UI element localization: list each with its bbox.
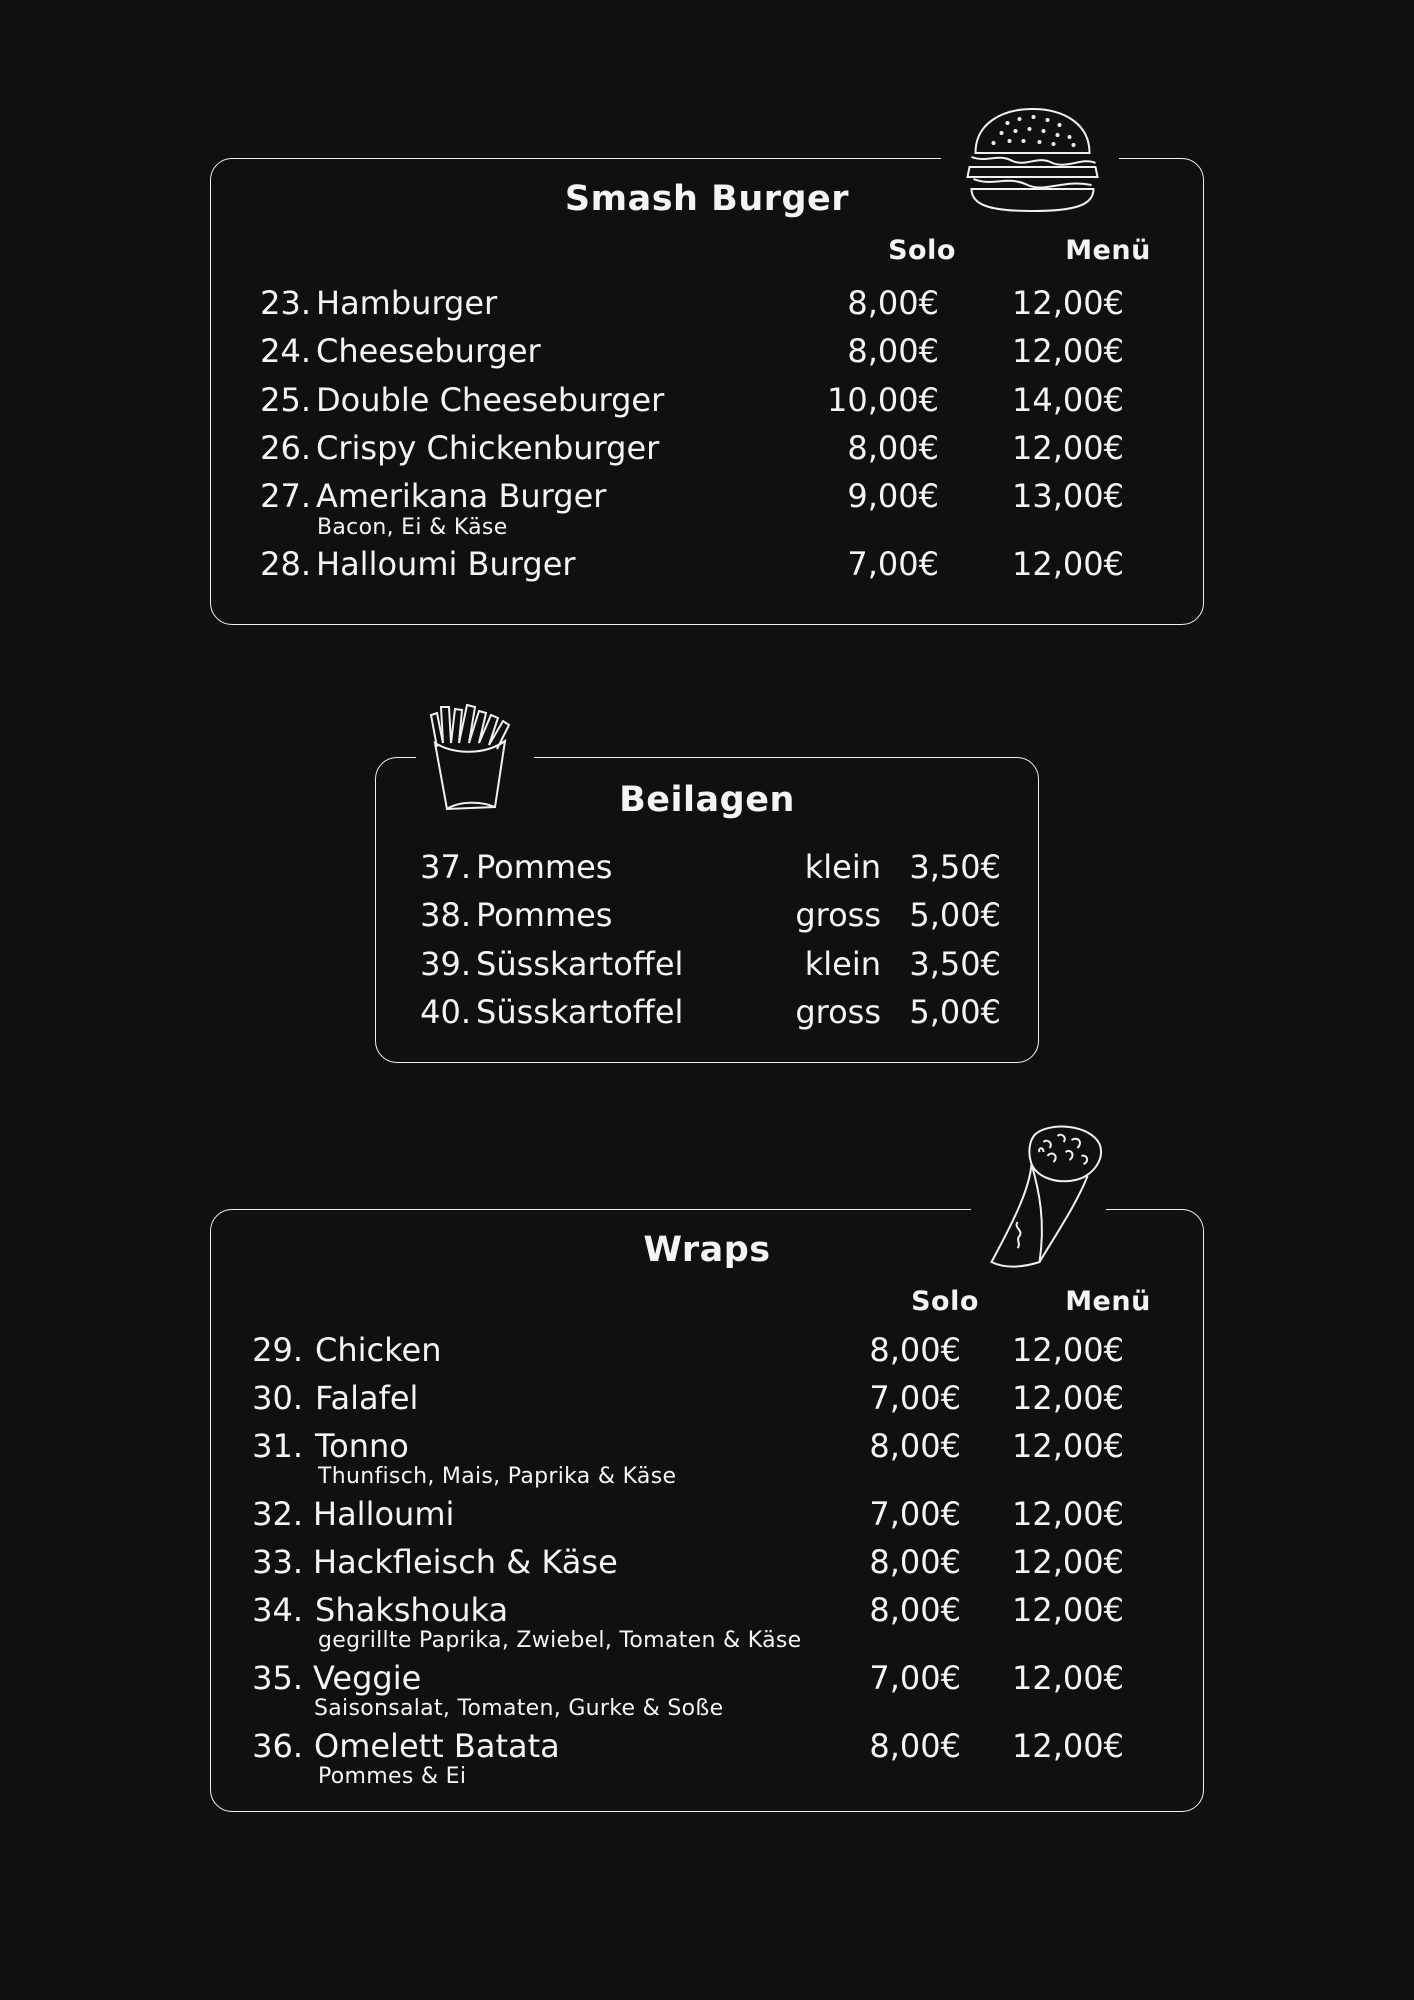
wraps-section xyxy=(210,1209,1204,1812)
price-menu: 12,00€ xyxy=(1012,1331,1124,1369)
item-name: Halloumi Burger xyxy=(316,545,576,583)
item-name: Shakshouka xyxy=(315,1591,509,1629)
col-head-menu: Menü xyxy=(1065,1286,1151,1317)
item-name: Falafel xyxy=(315,1379,419,1417)
price-solo: 10,00€ xyxy=(827,381,939,419)
item-number: 40. xyxy=(420,993,471,1031)
item-price: 3,50€ xyxy=(909,945,1001,983)
item-number: 26. xyxy=(260,429,311,467)
item-name: Omelett Batata xyxy=(314,1727,560,1765)
col-head-menu: Menü xyxy=(1065,235,1151,266)
price-solo: 8,00€ xyxy=(869,1427,961,1465)
item-number: 34. xyxy=(252,1591,303,1629)
item-number: 39. xyxy=(420,945,471,983)
menu-item xyxy=(211,1378,1203,1426)
price-solo: 7,00€ xyxy=(847,545,939,583)
price-solo: 9,00€ xyxy=(847,477,939,515)
item-description: Thunfisch, Mais, Paprika & Käse xyxy=(318,1464,677,1489)
item-number: 25. xyxy=(260,381,311,419)
fries-icon xyxy=(425,703,515,813)
price-menu: 12,00€ xyxy=(1012,1379,1124,1417)
item-size: klein xyxy=(804,945,881,983)
price-menu: 12,00€ xyxy=(1012,1727,1124,1765)
item-name: Veggie xyxy=(313,1659,422,1697)
price-menu: 12,00€ xyxy=(1012,1543,1124,1581)
item-description: Pommes & Ei xyxy=(318,1764,467,1789)
item-name: Crispy Chickenburger xyxy=(316,429,660,467)
item-number: 24. xyxy=(260,332,311,370)
item-description: Saisonsalat, Tomaten, Gurke & Soße xyxy=(314,1696,724,1721)
item-price: 3,50€ xyxy=(909,848,1001,886)
item-name: Double Cheeseburger xyxy=(316,381,665,419)
col-head-solo: Solo xyxy=(911,1286,979,1317)
price-solo: 7,00€ xyxy=(869,1495,961,1533)
price-menu: 12,00€ xyxy=(1012,1591,1124,1629)
menu-item xyxy=(376,847,1038,895)
section-title: Beilagen xyxy=(619,780,795,820)
menu-item xyxy=(376,944,1038,992)
item-name: Süsskartoffel xyxy=(476,945,684,983)
menu-item xyxy=(211,1542,1203,1590)
price-menu: 12,00€ xyxy=(1012,1495,1124,1533)
item-number: 27. xyxy=(260,477,311,515)
price-solo: 8,00€ xyxy=(869,1331,961,1369)
item-number: 33. xyxy=(252,1543,303,1581)
menu-item xyxy=(376,895,1038,943)
price-solo: 8,00€ xyxy=(847,332,939,370)
item-name: Tonno xyxy=(315,1427,409,1465)
price-solo: 8,00€ xyxy=(869,1727,961,1765)
item-size: gross xyxy=(795,896,881,934)
price-solo: 8,00€ xyxy=(869,1543,961,1581)
price-menu: 14,00€ xyxy=(1012,381,1124,419)
item-number: 28. xyxy=(260,545,311,583)
item-size: klein xyxy=(804,848,881,886)
item-number: 31. xyxy=(252,1427,303,1465)
item-price: 5,00€ xyxy=(909,993,1001,1031)
item-number: 23. xyxy=(260,284,311,322)
price-menu: 12,00€ xyxy=(1012,545,1124,583)
price-solo: 8,00€ xyxy=(847,284,939,322)
item-name: Hackfleisch & Käse xyxy=(313,1543,618,1581)
item-size: gross xyxy=(795,993,881,1031)
menu-item xyxy=(211,380,1203,428)
item-name: Chicken xyxy=(315,1331,442,1369)
wrap-icon xyxy=(985,1122,1110,1272)
item-name: Hamburger xyxy=(316,284,498,322)
item-name: Pommes xyxy=(476,848,613,886)
item-number: 36. xyxy=(252,1727,303,1765)
price-menu: 12,00€ xyxy=(1012,429,1124,467)
price-menu: 12,00€ xyxy=(1012,332,1124,370)
menu-item xyxy=(211,428,1203,476)
item-name: Amerikana Burger xyxy=(316,477,607,515)
item-number: 30. xyxy=(252,1379,303,1417)
section-title: Wraps xyxy=(643,1230,771,1270)
menu-item xyxy=(211,544,1203,592)
menu-item xyxy=(211,283,1203,331)
smash-burger-section xyxy=(210,158,1204,625)
item-number: 37. xyxy=(420,848,471,886)
price-solo: 8,00€ xyxy=(847,429,939,467)
item-number: 38. xyxy=(420,896,471,934)
menu-item xyxy=(376,992,1038,1040)
col-head-solo: Solo xyxy=(888,235,956,266)
price-solo: 7,00€ xyxy=(869,1379,961,1417)
price-menu: 12,00€ xyxy=(1012,1659,1124,1697)
price-solo: 7,00€ xyxy=(869,1659,961,1697)
price-menu: 12,00€ xyxy=(1012,284,1124,322)
item-name: Pommes xyxy=(476,896,613,934)
item-number: 32. xyxy=(252,1495,303,1533)
section-title: Smash Burger xyxy=(564,179,850,219)
item-description: Bacon, Ei & Käse xyxy=(317,515,508,540)
price-solo: 8,00€ xyxy=(869,1591,961,1629)
item-name: Süsskartoffel xyxy=(476,993,684,1031)
item-price: 5,00€ xyxy=(909,896,1001,934)
item-number: 35. xyxy=(252,1659,303,1697)
menu-item xyxy=(211,1330,1203,1378)
item-name: Halloumi xyxy=(313,1495,455,1533)
burger-icon xyxy=(955,105,1110,215)
item-description: gegrillte Paprika, Zwiebel, Tomaten & Käse xyxy=(318,1628,802,1653)
item-name: Cheeseburger xyxy=(316,332,541,370)
item-number: 29. xyxy=(252,1331,303,1369)
menu-item xyxy=(211,1494,1203,1542)
price-menu: 12,00€ xyxy=(1012,1427,1124,1465)
price-menu: 13,00€ xyxy=(1012,477,1124,515)
menu-item xyxy=(211,331,1203,379)
